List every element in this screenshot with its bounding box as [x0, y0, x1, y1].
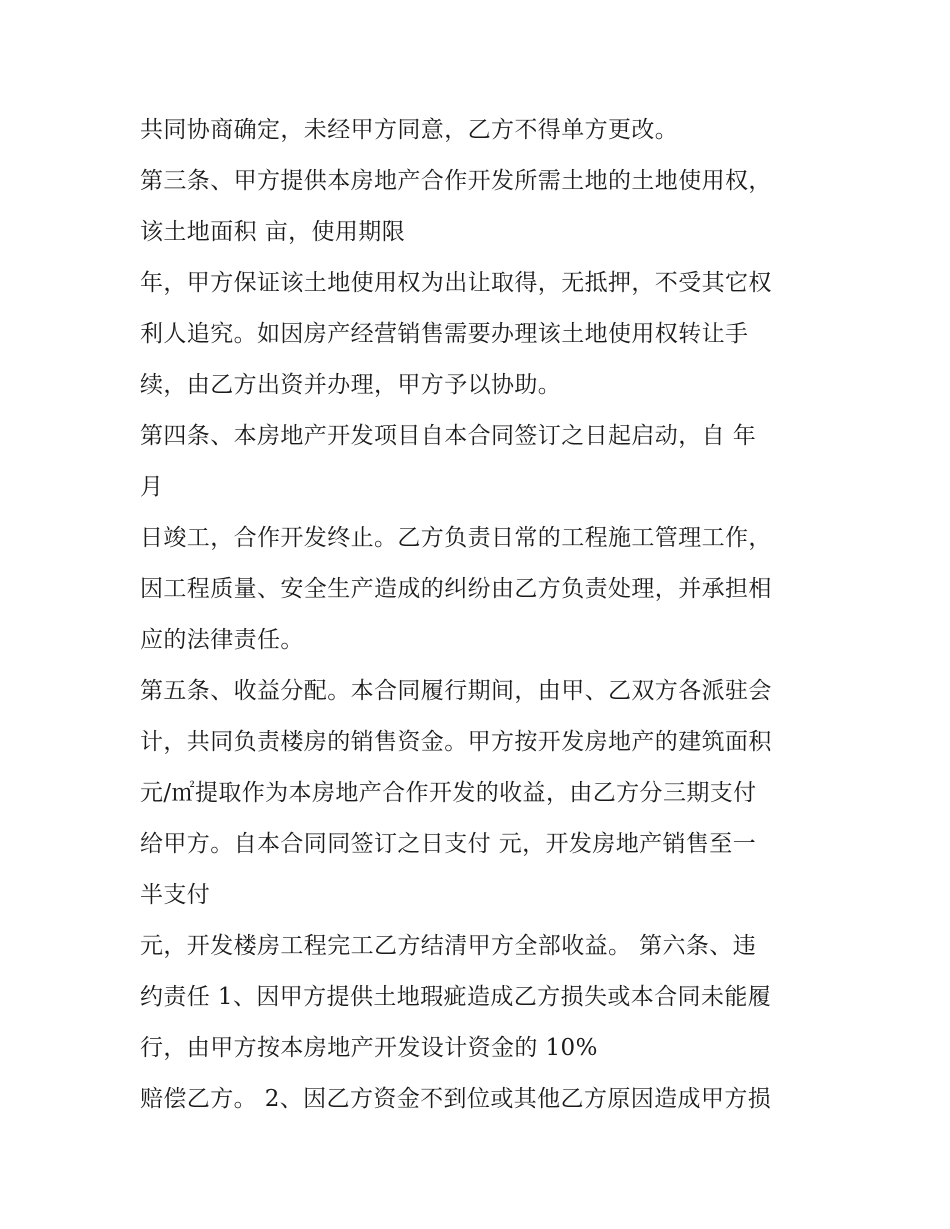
- text-line: 约责任 1、因甲方提供土地瑕疵造成乙方损失或本合同未能履: [140, 984, 772, 1010]
- text-line: 年，甲方保证该土地使用权为出让取得，无抵押，不受其它权: [140, 270, 772, 296]
- text-line: 元，开发楼房工程完工乙方结清甲方全部收益。 第六条、违: [140, 933, 757, 959]
- contract-text-body: [140, 108, 820, 1128]
- text-line: 元/㎡提取作为本房地产合作开发的收益，由乙方分三期支付: [140, 780, 757, 806]
- text-line: 半支付: [140, 882, 211, 908]
- text-line: 因工程质量、安全生产造成的纠纷由乙方负责处理，并承担相: [140, 576, 772, 602]
- text-line: 应的法律责任。: [140, 627, 304, 653]
- text-line: 第五条、收益分配。本合同履行期间，由甲、乙双方各派驻会: [140, 678, 772, 704]
- text-line: 共同协商确定，未经甲方同意，乙方不得单方更改。: [140, 117, 679, 143]
- text-line: 赔偿乙方。 2、因乙方资金不到位或其他乙方原因造成甲方损: [140, 1086, 772, 1112]
- text-line: 给甲方。自本合同同签订之日支付 元，开发房地产销售至一: [140, 831, 757, 857]
- text-line: 第四条、本房地产开发项目自本合同签订之日起启动，自 年: [140, 423, 757, 449]
- text-line: 续，由乙方出资并办理，甲方予以协助。: [140, 372, 562, 398]
- text-line: 计，共同负责楼房的销售资金。甲方按开发房地产的建筑面积: [140, 729, 772, 755]
- text-line: 日竣工，合作开发终止。乙方负责日常的工程施工管理工作，: [140, 525, 772, 551]
- text-line: 第三条、甲方提供本房地产合作开发所需土地的土地使用权，: [140, 168, 772, 194]
- text-line: 月: [140, 474, 164, 500]
- text-line: 该土地面积 亩，使用期限: [140, 219, 406, 245]
- text-line: 行，由甲方按本房地产开发设计资金的 10%: [140, 1035, 598, 1061]
- text-line: 利人追究。如因房产经营销售需要办理该土地使用权转让手: [140, 321, 749, 347]
